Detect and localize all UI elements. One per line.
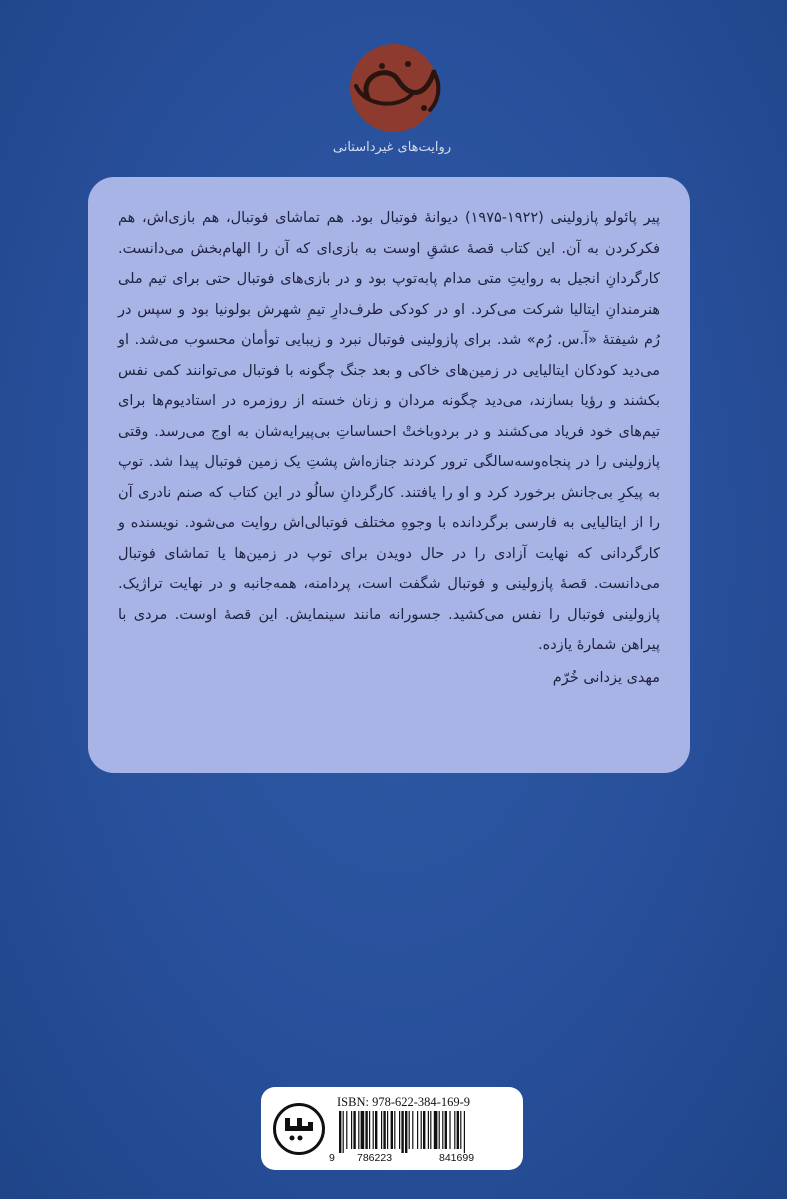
barcode-stripe — [399, 1111, 400, 1149]
barcode-stripe — [428, 1111, 429, 1149]
barcode-stripe — [430, 1111, 431, 1149]
barcode-stripe — [381, 1111, 382, 1149]
barcode-stripe — [394, 1111, 395, 1149]
barcode-stripe — [361, 1111, 365, 1149]
blurb-panel — [88, 177, 690, 773]
barcode-stripe — [434, 1111, 438, 1149]
barcode-stripe — [369, 1111, 370, 1149]
barcode-stripe — [457, 1111, 459, 1149]
barcode-stripe — [391, 1111, 393, 1149]
isbn-text: ISBN: 978-622-384-169-9 — [337, 1095, 470, 1109]
barcode-stripe — [417, 1111, 418, 1149]
barcode-stripe — [412, 1111, 413, 1149]
seal-icon — [350, 44, 438, 132]
barcode-stripe — [460, 1111, 461, 1149]
barcode-stripe — [409, 1111, 410, 1149]
blurb-author: مهدی یزدانی خُرّم — [552, 669, 660, 686]
series-tagline: روایت‌های غیرداستانی — [332, 140, 452, 155]
barcode-stripe — [365, 1111, 367, 1149]
barcode-stripe — [445, 1111, 447, 1149]
barcode-stripe — [423, 1111, 425, 1149]
barcode-stripe — [375, 1111, 377, 1149]
barcode-stripe — [439, 1111, 440, 1149]
barcode-stripe — [346, 1111, 347, 1149]
publisher-logo-icon — [273, 1103, 325, 1155]
barcode-digit-left: 9 — [329, 1152, 335, 1164]
barcode-stripe — [464, 1111, 465, 1153]
barcode-stripe — [405, 1111, 407, 1153]
barcode-stripe — [449, 1111, 450, 1149]
blurb-text: پیر پائولو پازولینی (۱۹۲۲-۱۹۷۵) دیوانهٔ فوتبال بود. هم تماشای فوتبال، هم بازی‌اش، هم فکرکردن به آن. این کتاب قصهٔ عشقِ اوست به بازی‌ای که آن را الهام‌بخش می‌دانست. کارگردانِ انجیل به روایتِ متی مدام پابه‌توپ بود و در بازی‌های فوتبال حتی برای تیم ملی هنرمندانِ ایتالیا شرکت می‌کرد. او در کودکی طرف‌دارِ تیمِ شهرش بولونیا بود و سپس در رُم شیفتهٔ «آ.س. رُم» شد. برای پازولینی فوتبال نبرد و زیبایی توأمان محسوب می‌شد. او می‌دید کودکان ایتالیایی در زمین‌های خاکی و بعد جنگ چگونه با فوتبال می‌توانند کمی نفس بکشند و رؤیا بسازند، می‌دید چگونه مردان و زنان خسته از روزمره در استادیوم‌ها برای تیم‌های خود فریاد می‌کشند و در بردوباختْ احساساتِ بی‌پیرایه‌شان به اوج می‌رسد. وقتی پازولینی را در پنجاه‌وسه‌سالگی ترور کردند جنازه‌اش پشتِ یک زمین فوتبال پیدا شد. توپ به پیکرِ بی‌جانش برخورد کرد و او را یافتند. کارگردانِ سالُو در این کتاب که صنم نادری آن را از ایتالیایی به فارسی برگردانده با وجوهِ مختلف فوتبالی‌اش روایت می‌شود. نویسنده و کارگردانی که نهایت آزادی را در حال دویدن برای توپ در زمین‌ها یا تماشای فوتبال می‌دانست. قصهٔ پازولینی و فوتبال شگفت است، پردامنه، همه‌جانبه و در نهایت تراژیک. پازولینی فوتبال را نفس می‌کشید. جسورانه مانند سینمایش. این قصهٔ اوست. مردی با پیراهن شمارهٔ یازده. — [118, 210, 660, 653]
barcode-stripe — [387, 1111, 388, 1149]
barcode-stripe — [351, 1111, 352, 1149]
barcode-digits-right: 841699 — [439, 1152, 475, 1164]
barcode-stripe — [373, 1111, 374, 1149]
barcode-stripe — [421, 1111, 422, 1149]
barcode-stripe — [401, 1111, 403, 1153]
barcode-box — [261, 1087, 523, 1170]
barcode-stripe — [383, 1111, 385, 1149]
barcode-stripe — [343, 1111, 344, 1153]
barcode-bars — [339, 1111, 513, 1153]
series-logo — [322, 40, 462, 170]
barcode-stripe — [358, 1111, 359, 1149]
barcode-stripe — [353, 1111, 355, 1149]
barcode-stripe — [339, 1111, 341, 1153]
barcode-digits-mid: 786223 — [357, 1152, 393, 1164]
barcode-stripe — [442, 1111, 443, 1149]
barcode-stripe — [454, 1111, 455, 1149]
